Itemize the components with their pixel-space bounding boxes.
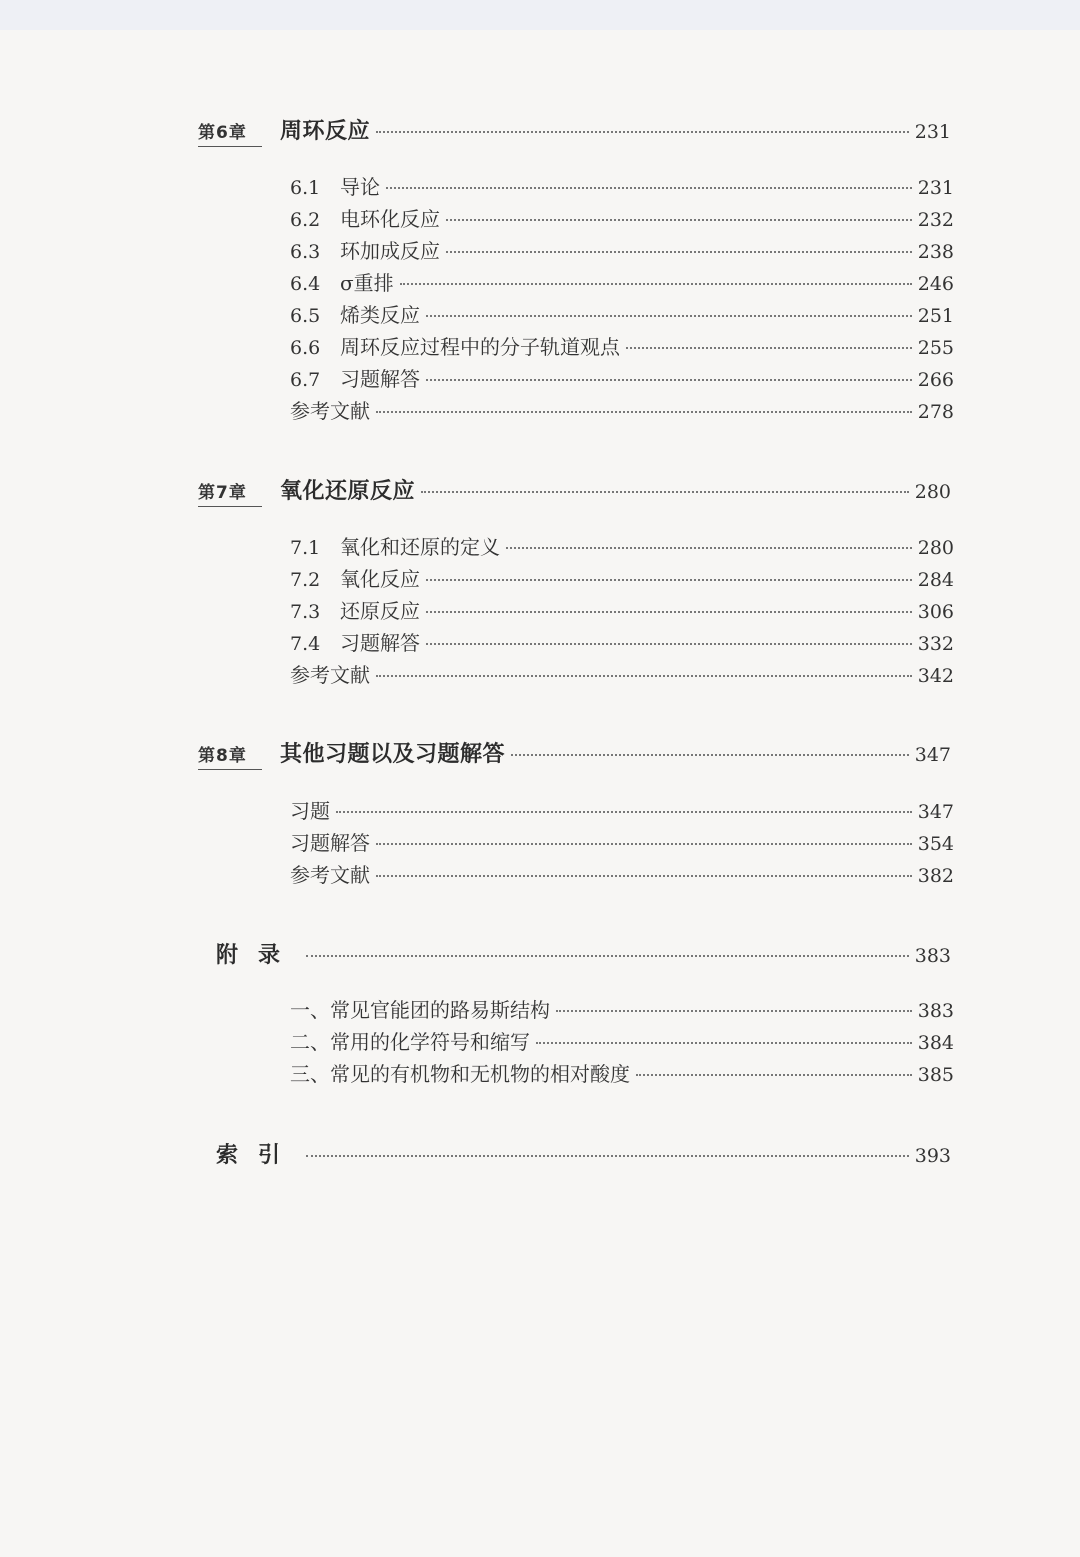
toc-section-references[interactable] <box>290 859 954 889</box>
dot-leader <box>376 675 912 677</box>
page-number: 342 <box>917 665 954 687</box>
toc-section[interactable] <box>290 595 954 625</box>
section-title: 周环反应过程中的分子轨道观点 <box>340 335 620 359</box>
page-number: 238 <box>917 241 954 263</box>
toc-section[interactable] <box>290 299 954 329</box>
toc-section[interactable] <box>290 795 954 825</box>
chapter-title: 其他习题以及习题解答 <box>280 742 506 767</box>
dot-leader <box>426 315 912 317</box>
section-title: 烯类反应 <box>340 303 420 327</box>
section-title: 参考文献 <box>290 399 370 423</box>
dot-leader <box>376 843 912 845</box>
dot-leader <box>426 379 912 381</box>
dot-leader <box>376 411 912 413</box>
toc-section[interactable] <box>290 171 954 201</box>
section-title: 习题 <box>290 799 330 823</box>
toc-appendix-item[interactable] <box>290 1026 954 1056</box>
dot-leader <box>506 547 912 549</box>
index-title: 索引 <box>216 1143 301 1168</box>
dot-leader <box>536 1042 912 1044</box>
page-number: 251 <box>917 305 954 327</box>
dot-leader <box>426 643 912 645</box>
section-number: 6.6 <box>290 337 321 359</box>
dot-leader <box>556 1010 912 1012</box>
toc-section[interactable] <box>290 531 954 561</box>
toc-appendix-item[interactable] <box>290 1058 954 1088</box>
page-number: 266 <box>917 369 954 391</box>
section-title: 还原反应 <box>340 599 420 623</box>
toc-section-references[interactable] <box>290 659 954 689</box>
page-number: 385 <box>917 1064 954 1086</box>
toc-section[interactable] <box>290 331 954 361</box>
toc-chapter-7[interactable] <box>198 474 951 508</box>
section-title: 三、常见的有机物和无机物的相对酸度 <box>290 1062 630 1086</box>
section-number: 6.5 <box>290 305 321 327</box>
section-number: 6.4 <box>290 273 321 295</box>
section-title: 环加成反应 <box>340 239 440 263</box>
toc-section[interactable] <box>290 627 954 657</box>
toc-section[interactable] <box>290 563 954 593</box>
dot-leader <box>426 611 912 613</box>
dot-leader <box>636 1074 912 1076</box>
section-title: 习题解答 <box>290 831 370 855</box>
page-number: 231 <box>917 177 954 199</box>
dot-leader <box>400 283 912 285</box>
chapter-title: 氧化还原反应 <box>280 479 416 504</box>
toc-section-references[interactable] <box>290 395 954 425</box>
section-title: 习题解答 <box>340 367 420 391</box>
section-number: 6.1 <box>290 177 321 199</box>
dot-leader <box>446 251 912 253</box>
toc-chapter-6[interactable] <box>198 114 951 148</box>
dot-leader <box>626 347 912 349</box>
page-number: 383 <box>914 945 951 967</box>
toc-section[interactable] <box>290 267 954 297</box>
chapter-label: 第6章 <box>198 118 262 147</box>
section-number: 7.4 <box>290 633 321 655</box>
section-title: 一、常见官能团的路易斯结构 <box>290 998 550 1022</box>
page-number: 354 <box>917 833 954 855</box>
page-number: 393 <box>914 1145 951 1167</box>
top-strip <box>0 0 1080 30</box>
dot-leader <box>426 579 912 581</box>
section-title: 氧化反应 <box>340 567 420 591</box>
page-number: 383 <box>917 1000 954 1022</box>
dot-leader <box>306 955 909 957</box>
dot-leader <box>376 875 912 877</box>
dot-leader <box>386 187 912 189</box>
section-title: 二、常用的化学符号和缩写 <box>290 1030 530 1054</box>
toc-appendix[interactable] <box>198 938 951 972</box>
page-number: 280 <box>917 537 954 559</box>
section-title: 导论 <box>340 175 380 199</box>
toc-section[interactable] <box>290 203 954 233</box>
toc-section[interactable] <box>290 827 954 857</box>
dot-leader <box>376 131 909 133</box>
section-number: 6.3 <box>290 241 321 263</box>
page-number: 332 <box>917 633 954 655</box>
page-number: 347 <box>914 744 951 766</box>
chapter-label: 第8章 <box>198 741 262 770</box>
page-number: 347 <box>917 801 954 823</box>
page-number: 306 <box>917 601 954 623</box>
page-number: 384 <box>917 1032 954 1054</box>
section-title: 参考文献 <box>290 663 370 687</box>
section-number: 7.3 <box>290 601 321 623</box>
page-number: 246 <box>917 273 954 295</box>
dot-leader <box>511 754 909 756</box>
toc-chapter-8[interactable] <box>198 737 951 771</box>
section-title: σ重排 <box>340 271 394 295</box>
section-number: 7.2 <box>290 569 321 591</box>
section-title: 参考文献 <box>290 863 370 887</box>
dot-leader <box>421 491 909 493</box>
toc-section[interactable] <box>290 363 954 393</box>
page-number: 382 <box>917 865 954 887</box>
section-title: 习题解答 <box>340 631 420 655</box>
section-number: 7.1 <box>290 537 321 559</box>
page-number: 231 <box>914 121 951 143</box>
section-number: 6.2 <box>290 209 321 231</box>
page-number: 284 <box>917 569 954 591</box>
chapter-label: 第7章 <box>198 478 262 507</box>
toc-section[interactable] <box>290 235 954 265</box>
section-title: 氧化和还原的定义 <box>340 535 500 559</box>
section-title: 电环化反应 <box>340 207 440 231</box>
appendix-title: 附录 <box>216 943 301 968</box>
chapter-title: 周环反应 <box>280 119 371 144</box>
page-number: 232 <box>917 209 954 231</box>
page-number: 280 <box>914 481 951 503</box>
dot-leader <box>306 1155 909 1157</box>
dot-leader <box>446 219 912 221</box>
page-number: 255 <box>917 337 954 359</box>
page-number: 278 <box>917 401 954 423</box>
section-number: 6.7 <box>290 369 321 391</box>
dot-leader <box>336 811 912 813</box>
toc-appendix-item[interactable] <box>290 994 954 1024</box>
toc-index[interactable] <box>198 1138 951 1172</box>
